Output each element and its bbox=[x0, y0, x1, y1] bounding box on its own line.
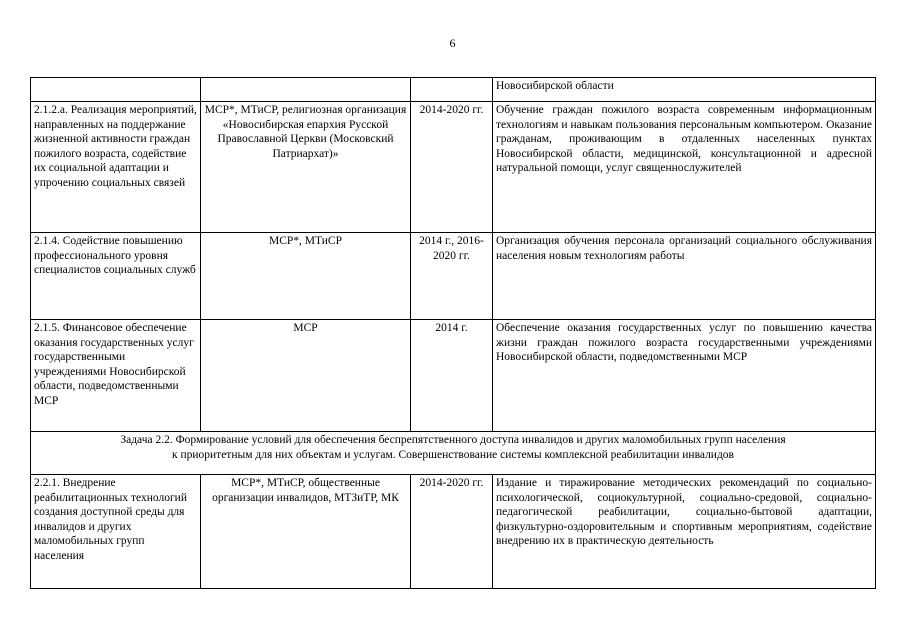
executors-cell bbox=[201, 78, 411, 102]
measure-name-cell: 2.1.5. Финансовое обеспечение оказания государственных услуг государственными учреждениями Новосибирской области, подведомственными МСР bbox=[31, 320, 201, 432]
executors-cell: МСР*, МТиСР bbox=[201, 233, 411, 320]
period-cell bbox=[411, 78, 493, 102]
task-heading-row bbox=[31, 432, 876, 475]
table-row bbox=[31, 320, 876, 432]
result-cell: Издание и тиражирование методических рекомендаций по социально-психологической, социокультурной, социально-средовой, социально-педагогической реабилитации, социально-бытовой адаптации, физкультурно-оздоровительным и спортивным мероприятиям, содействие внедрению их в практическую деятельность bbox=[493, 475, 876, 589]
task-heading-line: к приоритетным для них объектам и услугам. Совершенствование системы комплексной реабилитации инвалидов bbox=[172, 448, 734, 461]
executors-cell: МСР*, МТиСР, общественные организации инвалидов, МТЗиТР, МК bbox=[201, 475, 411, 589]
result-cell: Обеспечение оказания государственных услуг по повышению качества жизни граждан пожилого возраста государственными учреждениями Новосибирской области, подведомственными МСР bbox=[493, 320, 876, 432]
measures-table bbox=[30, 77, 876, 589]
table-row bbox=[31, 78, 876, 102]
result-cell: Обучение граждан пожилого возраста современным информационным технологиям и навыкам пользования персональным компьютером. Оказание гражданам, проживающим в отдаленных населенных пунктах Новосибирской области, медицинской, консультационной и адресной натуральной помощи, услуг священнослужителей bbox=[493, 102, 876, 233]
executors-cell: МСР bbox=[201, 320, 411, 432]
measure-name-cell bbox=[31, 78, 201, 102]
task-heading bbox=[31, 432, 876, 475]
table-row bbox=[31, 102, 876, 233]
result-cell: Новосибирской области bbox=[493, 78, 876, 102]
measure-name-cell: 2.1.4. Содействие повышению профессионального уровня специалистов социальных служб bbox=[31, 233, 201, 320]
period-cell: 2014 г. bbox=[411, 320, 493, 432]
table-row bbox=[31, 233, 876, 320]
result-cell: Организация обучения персонала организаций социального обслуживания населения новым технологиям работы bbox=[493, 233, 876, 320]
executors-cell: МСР*, МТиСР, религиозная организация «Новосибирская епархия Русской Православной Церкви (Московский Патриархат)» bbox=[201, 102, 411, 233]
page-number: 6 bbox=[449, 36, 456, 50]
measure-name-cell: 2.1.2.a. Реализация мероприятий, направленных на поддержание жизненной активности граждан пожилого возраста, содействие их социальной адаптации и упрочению социальных связей bbox=[31, 102, 201, 233]
period-cell: 2014-2020 гг. bbox=[411, 102, 493, 233]
task-heading-line: Задача 2.2. Формирование условий для обеспечения беспрепятственного доступа инвалидов и других маломобильных групп населения bbox=[120, 434, 786, 446]
period-cell: 2014 г., 2016-2020 гг. bbox=[411, 233, 493, 320]
measure-name-cell: 2.2.1. Внедрение реабилитационных технологий создания доступной среды для инвалидов и других маломобильных групп населения bbox=[31, 475, 201, 589]
table-row bbox=[31, 475, 876, 589]
period-cell: 2014-2020 гг. bbox=[411, 475, 493, 589]
